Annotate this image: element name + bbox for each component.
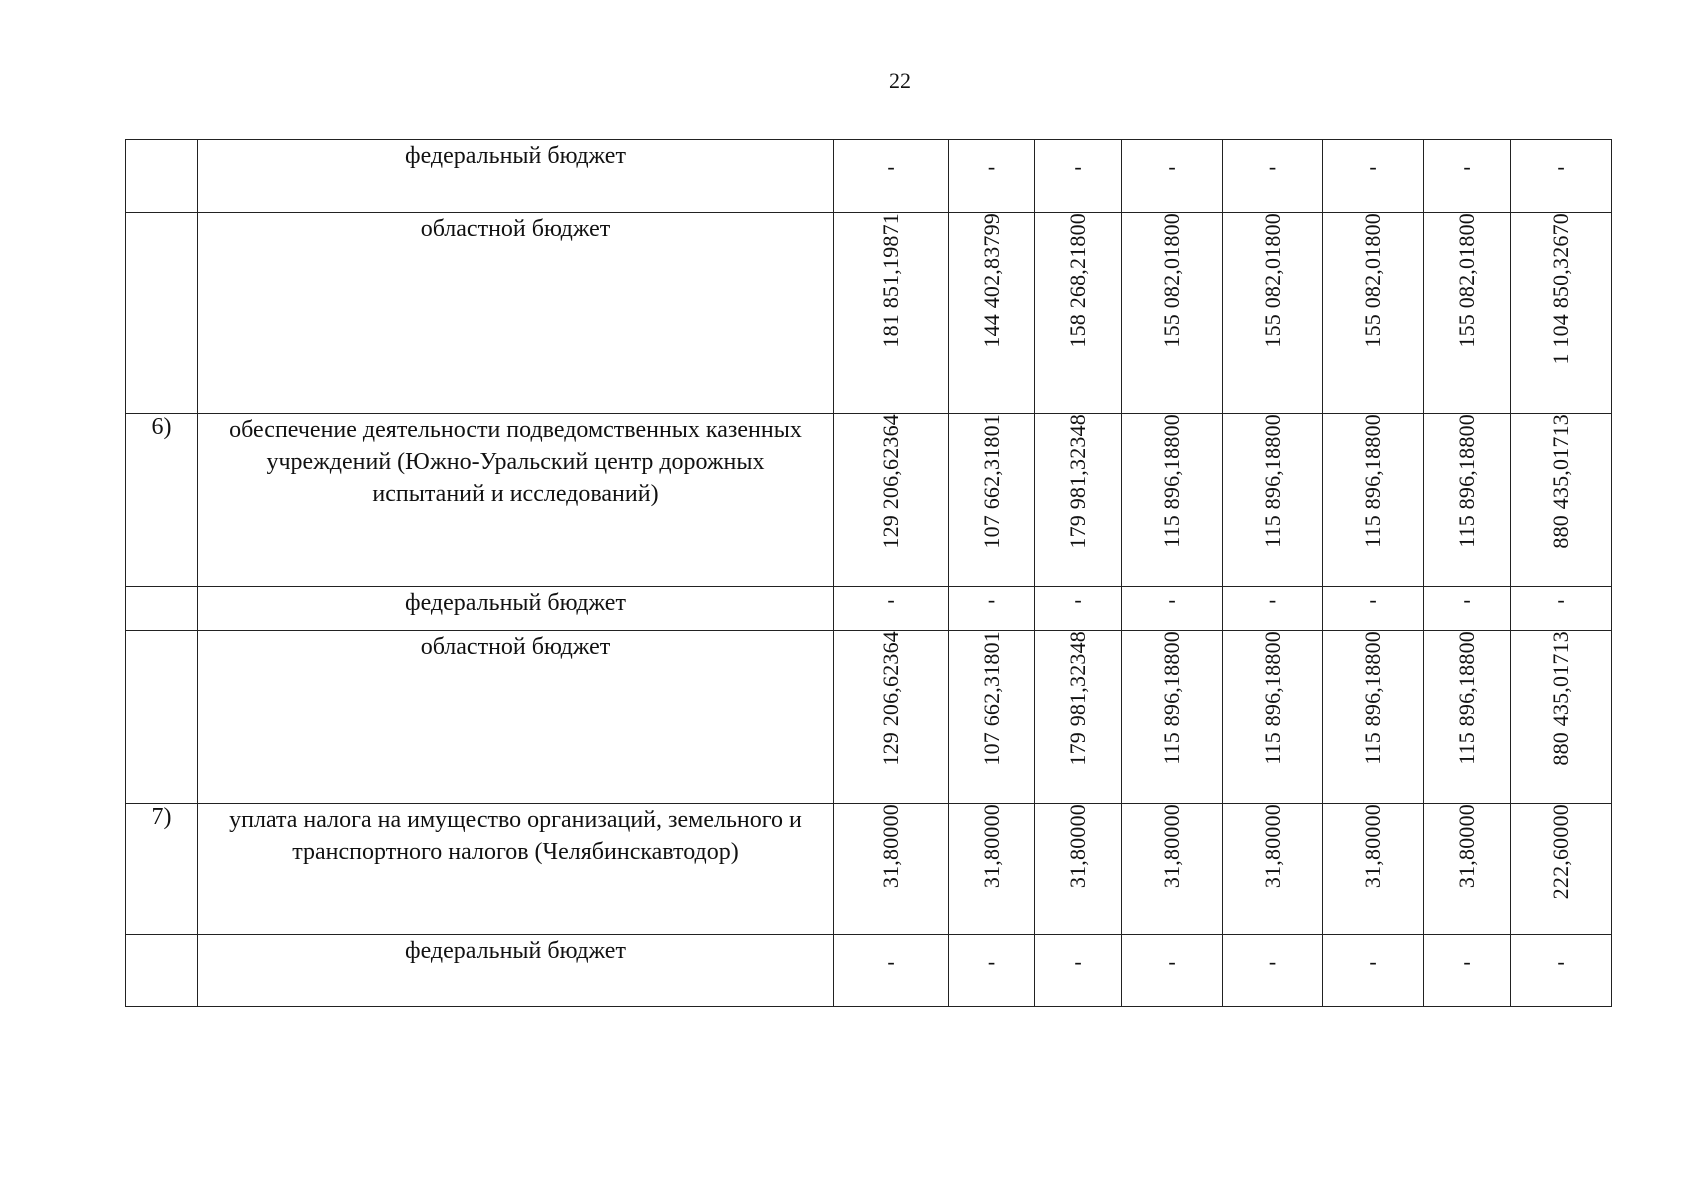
amount-value: 158 268,21800 (1065, 213, 1090, 348)
amount-value: 31,80000 (1360, 804, 1385, 889)
amount-value: 107 662,31801 (978, 414, 1004, 549)
amount-value: 107 662,31801 (978, 631, 1004, 766)
amount-value: 115 896,18800 (1454, 414, 1479, 548)
row-name (198, 587, 834, 631)
row-name (198, 414, 834, 587)
value-cell (834, 631, 949, 804)
amount-value: 31,80000 (878, 804, 903, 889)
row-index (126, 631, 198, 804)
row-name (198, 631, 834, 804)
dash-value: - (1268, 949, 1277, 974)
value-cell (1223, 213, 1323, 414)
value-cell (949, 213, 1035, 414)
table-row (126, 213, 1612, 414)
row-name (198, 213, 834, 414)
value-cell (1122, 213, 1223, 414)
dash-value: - (887, 154, 895, 179)
value-cell (1223, 935, 1323, 1007)
value-cell (1223, 414, 1323, 587)
row-name-text: обеспечение деятельности подведомственных казенных учреждений (Южно-Уральский центр дорожных испытаний и исследований) (229, 417, 802, 507)
dash-value: - (1168, 154, 1176, 179)
value-cell (1223, 140, 1323, 213)
table-row (126, 804, 1612, 935)
value-cell (1035, 587, 1122, 631)
value-cell (1424, 935, 1511, 1007)
row-index: 6) (126, 414, 198, 587)
row-name-text: федеральный бюджет (405, 143, 626, 169)
table-row (126, 414, 1612, 587)
value-cell (1511, 631, 1612, 804)
dash-value: - (1557, 154, 1565, 179)
value-cell (1323, 804, 1424, 935)
amount-value: 144 402,83799 (978, 213, 1004, 348)
value-cell (1511, 804, 1612, 935)
row-name-text: областной бюджет (420, 634, 611, 660)
value-cell (1035, 804, 1122, 935)
amount-value: 31,80000 (1159, 804, 1184, 889)
amount-value: 179 981,32348 (1065, 631, 1090, 766)
dash-value: - (987, 154, 996, 179)
value-cell (1424, 631, 1511, 804)
row-name-text: федеральный бюджет (405, 938, 626, 964)
value-cell (1223, 631, 1323, 804)
value-cell (1323, 631, 1424, 804)
amount-value: 129 206,62364 (878, 414, 903, 549)
row-index (126, 213, 198, 414)
amount-value: 115 896,18800 (1454, 631, 1479, 765)
table-body (126, 140, 1612, 1007)
table-row (126, 631, 1612, 804)
value-cell (1323, 140, 1424, 213)
dash-value: - (1557, 587, 1565, 612)
value-cell (1035, 631, 1122, 804)
value-cell (1035, 414, 1122, 587)
dash-value: - (1369, 587, 1377, 612)
amount-value: 155 082,01800 (1454, 213, 1479, 348)
dash-value: - (1074, 587, 1082, 612)
amount-value: 115 896,18800 (1360, 631, 1385, 765)
amount-value: 181 851,19871 (878, 213, 903, 348)
page-number: 22 (889, 68, 911, 93)
value-cell (949, 935, 1035, 1007)
dash-value: - (1268, 154, 1277, 179)
value-cell (1223, 804, 1323, 935)
value-cell (1511, 213, 1612, 414)
dash-value: - (987, 949, 996, 974)
row-name-text: уплата налога на имущество организаций, земельного и транспортного налогов (Челябинскавтодор) (229, 807, 802, 865)
amount-value: 129 206,62364 (878, 631, 903, 766)
dash-value: - (1557, 949, 1565, 974)
table-row (126, 140, 1612, 213)
table-row (126, 935, 1612, 1007)
value-cell (1424, 804, 1511, 935)
row-name (198, 140, 834, 213)
row-name-text: областной бюджет (420, 216, 611, 242)
value-cell (834, 587, 949, 631)
amount-value: 155 082,01800 (1159, 213, 1184, 348)
amount-value: 1 104 850,32670 (1548, 213, 1573, 365)
dash-value: - (1074, 154, 1082, 179)
row-index: 7) (126, 804, 198, 935)
value-cell (1323, 414, 1424, 587)
amount-value: 115 896,18800 (1259, 631, 1285, 765)
row-name-text: федеральный бюджет (405, 590, 626, 616)
value-cell (1122, 935, 1223, 1007)
amount-value: 222,60000 (1548, 804, 1573, 900)
value-cell (1511, 935, 1612, 1007)
value-cell (949, 140, 1035, 213)
amount-value: 115 896,18800 (1159, 631, 1184, 765)
value-cell (1323, 213, 1424, 414)
dash-value: - (987, 587, 996, 612)
value-cell (1122, 804, 1223, 935)
amount-value: 880 435,01713 (1548, 414, 1573, 549)
dash-value: - (1369, 154, 1377, 179)
amount-value: 115 896,18800 (1159, 414, 1184, 548)
value-cell (1122, 140, 1223, 213)
budget-table (125, 139, 1612, 1007)
value-cell (949, 414, 1035, 587)
dash-value: - (1074, 949, 1082, 974)
value-cell (1424, 414, 1511, 587)
value-cell (834, 213, 949, 414)
dash-value: - (1268, 587, 1277, 612)
row-index (126, 935, 198, 1007)
value-cell (1424, 213, 1511, 414)
value-cell (1424, 140, 1511, 213)
value-cell (949, 587, 1035, 631)
value-cell (1223, 587, 1323, 631)
amount-value: 31,80000 (978, 804, 1004, 889)
value-cell (1122, 587, 1223, 631)
value-cell (834, 804, 949, 935)
value-cell (834, 140, 949, 213)
value-cell (1035, 213, 1122, 414)
dash-value: - (1369, 949, 1377, 974)
value-cell (834, 935, 949, 1007)
dash-value: - (887, 949, 895, 974)
dash-value: - (1168, 587, 1176, 612)
amount-value: 115 896,18800 (1360, 414, 1385, 548)
value-cell (1511, 140, 1612, 213)
amount-value: 31,80000 (1065, 804, 1090, 889)
table-row (126, 587, 1612, 631)
value-cell (1323, 935, 1424, 1007)
value-cell (1035, 935, 1122, 1007)
dash-value: - (1463, 587, 1471, 612)
row-name (198, 935, 834, 1007)
value-cell (949, 804, 1035, 935)
value-cell (1511, 414, 1612, 587)
row-index (126, 140, 198, 213)
amount-value: 31,80000 (1454, 804, 1479, 889)
dash-value: - (1168, 949, 1176, 974)
amount-value: 115 896,18800 (1259, 414, 1285, 548)
row-index (126, 587, 198, 631)
value-cell (1511, 587, 1612, 631)
dash-value: - (887, 587, 895, 612)
value-cell (834, 414, 949, 587)
amount-value: 31,80000 (1259, 804, 1285, 889)
value-cell (949, 631, 1035, 804)
amount-value: 880 435,01713 (1548, 631, 1573, 766)
value-cell (1122, 631, 1223, 804)
row-name (198, 804, 834, 935)
dash-value: - (1463, 949, 1471, 974)
value-cell (1323, 587, 1424, 631)
amount-value: 155 082,01800 (1259, 213, 1285, 348)
value-cell (1122, 414, 1223, 587)
value-cell (1424, 587, 1511, 631)
amount-value: 155 082,01800 (1360, 213, 1385, 348)
value-cell (1035, 140, 1122, 213)
amount-value: 179 981,32348 (1065, 414, 1090, 549)
dash-value: - (1463, 154, 1471, 179)
